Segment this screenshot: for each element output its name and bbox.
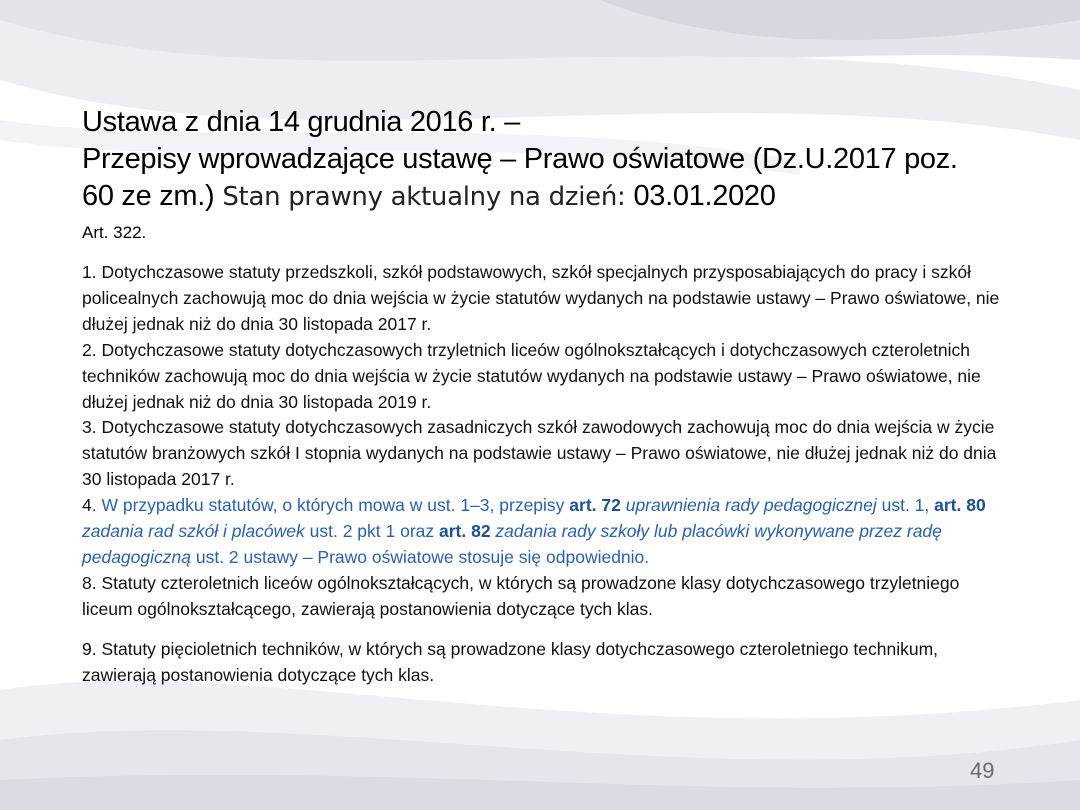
title-line-3-bold: 60 ze zm.) (82, 180, 215, 212)
article-heading: Art. 322. (82, 223, 147, 242)
paragraph-4-text-2: ust. 1, (876, 495, 935, 516)
title-status-date: 03.01.2020 (633, 180, 776, 212)
title-line-2: Przepisy wprowadzające ustawę – Prawo oświatowe (Dz.U.2017 poz. (82, 143, 958, 175)
paragraph-4-italic-1: uprawnienia rady pedagogicznej (620, 495, 877, 516)
paragraph-4-text-3: ust. 2 pkt 1 oraz (304, 521, 439, 542)
page-number: 49 (970, 758, 995, 783)
paragraph-1: 1. Dotychczasowe statuty przedszkoli, szkół podstawowych, szkół specjalnych przysposabiających do pracy i szkół policealnych zachowują moc do dnia wejścia w życie statutów wydanych na podstawie ustawy – Prawo oświatowe, nie dłużej jednak niż do dnia 30 listopada 2017 r. (82, 262, 1000, 334)
paragraph-4-italic-3: zadania rady szkoły lub placówki wykonywane przez radę pedagogiczną (82, 521, 942, 567)
paragraph-3: 3. Dotychczasowe statuty dotychczasowych zasadniczych szkół zawodowych zachowują moc do dnia wejścia w życie statutów branżowych szkół I stopnia wydanych na podstawie ustawy – Prawo oświatowe, nie dłużej jednak niż do dnia 30 listopada 2017 r. (82, 417, 997, 490)
title-line-1: Ustawa z dnia 14 grudnia 2016 r. – (82, 106, 520, 138)
paragraph-4-italic-2: zadania rad szkół i placówek (82, 521, 305, 542)
paragraph-4-text-4: ust. 2 ustawy – Prawo oświatowe stosuje się odpowiednio. (190, 546, 650, 567)
paragraph-4 (82, 493, 1012, 571)
paragraph-8: 8. Statuty czteroletnich liceów ogólnokształcących, w których są prowadzone klasy dotychczasowego trzyletniego liceum ogólnokształcącego, zawierają postanowienia dotyczące tych klas. (82, 572, 960, 619)
title-status-label: Stan prawny aktualny na dzień: (214, 182, 634, 212)
paragraph-2: 2. Dotychczasowe statuty dotychczasowych trzyletnich liceów ogólnokształcących i dotychczasowych czteroletnich techników zachowują moc do dnia wejścia w życie statutów wydanych na podstawie ustawy – Prawo oświatowe, nie dłużej jednak niż do dnia 30 listopada 2019 r. (82, 339, 981, 412)
link-art-80[interactable]: art. 80 (934, 495, 986, 516)
link-art-72[interactable]: art. 72 (569, 495, 621, 516)
slide-title (82, 104, 1080, 216)
paragraph-9: 9. Statuty pięcioletnich techników, w których są prowadzone klasy dotychczasowego czteroletniego technikum, zawierają postanowienia dotyczące tych klas. (82, 638, 939, 685)
link-art-82[interactable]: art. 82 (439, 521, 491, 542)
paragraph-4-text-1: . W przypadku statutów, o których mowa w ust. 1–3, przepisy (91, 495, 570, 516)
paragraph-4-number: 4 (82, 495, 92, 516)
slide-body (82, 260, 1012, 689)
